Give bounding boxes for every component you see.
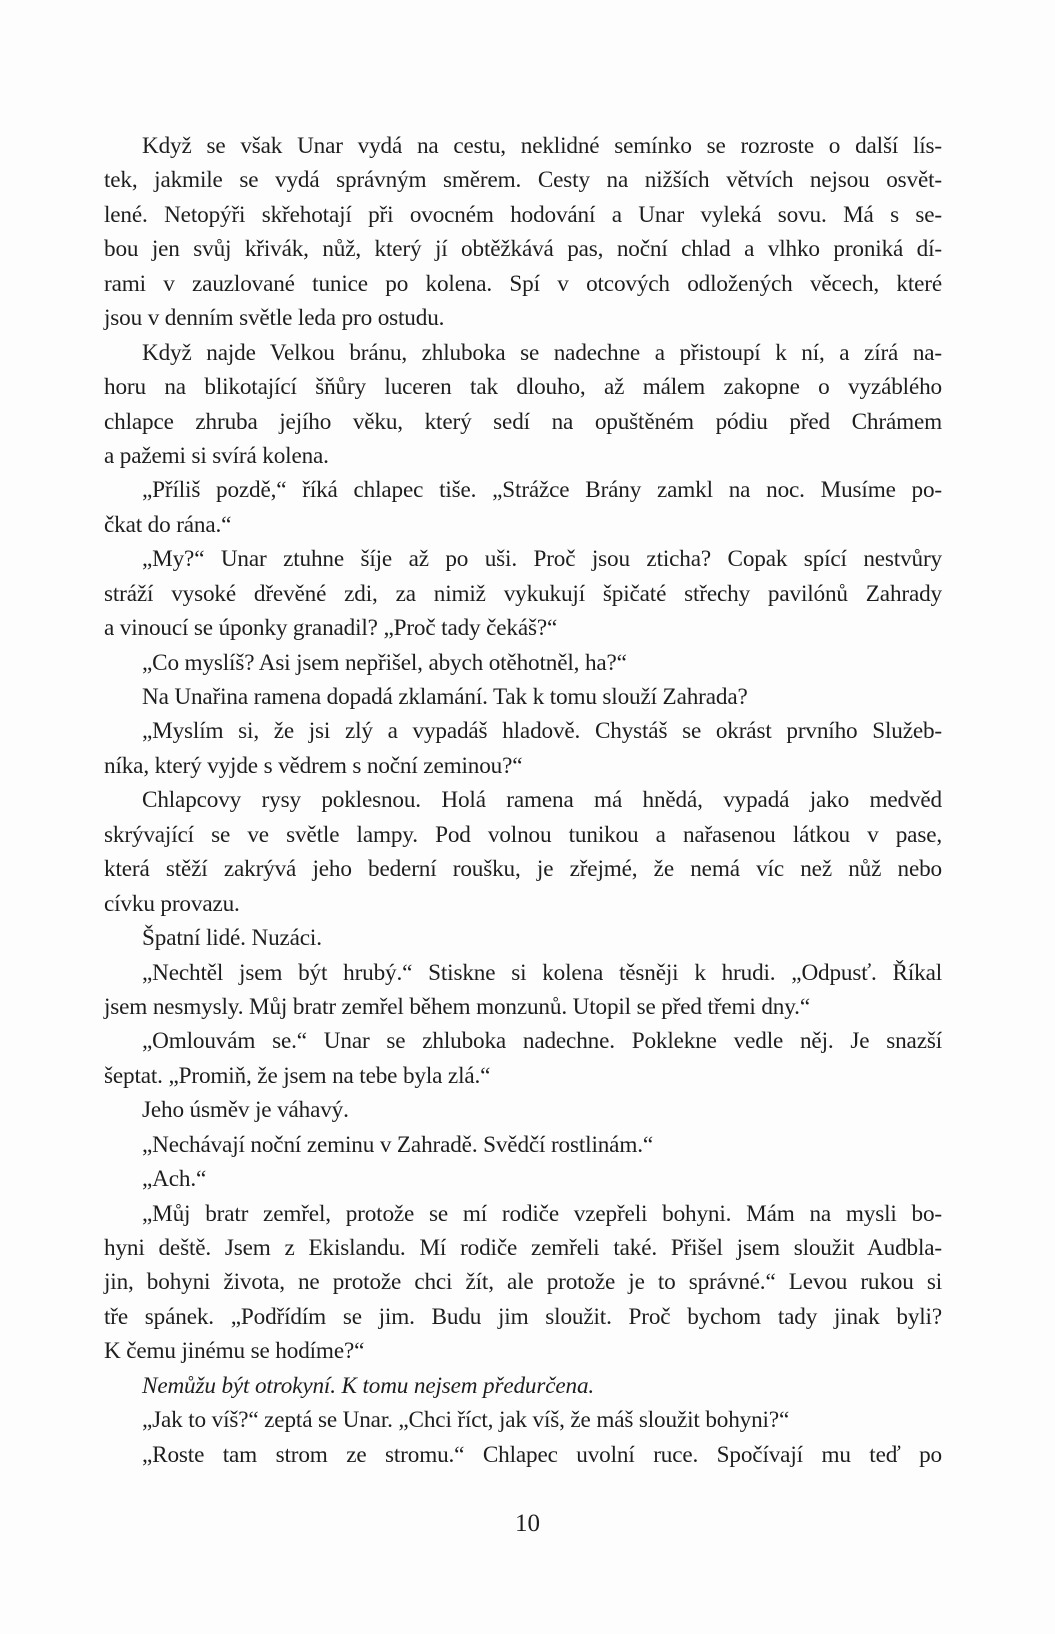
text-line: a vinoucí se úponky granadil? „Proč tady čekáš?“ bbox=[104, 615, 558, 642]
text-line: „Jak to víš?“ zeptá se Unar. „Chci říct, jak víš, že máš sloužit bohyni?“ bbox=[142, 1407, 790, 1434]
text-line: Když najde Velkou bránu, zhluboka se nadechne a přistoupí k ní, a zírá na- bbox=[142, 339, 942, 366]
text-line: jin, bohyni života, ne protože chci žít, ale protože je to správné.“ Levou rukou si bbox=[104, 1269, 942, 1296]
text-line: „Co myslíš? Asi jsem nepřišel, abych otěhotněl, ha?“ bbox=[142, 649, 627, 676]
text-line: rami v zauzlované tunice po kolena. Spí v otcových odložených věcech, které bbox=[104, 270, 942, 297]
body-text bbox=[104, 129, 942, 1472]
text-line: bou jen svůj křivák, nůž, který jí obtěžkává pas, noční chlad a vlhko proniká dí- bbox=[104, 236, 942, 263]
italic-thought-line: Nemůžu být otrokyní. K tomu nejsem předurčena. bbox=[142, 1372, 595, 1399]
text-line: cívku provazu. bbox=[104, 890, 240, 917]
page-number: 10 bbox=[515, 1510, 540, 1537]
text-line: K čemu jinému se hodíme?“ bbox=[104, 1338, 365, 1365]
text-line: „Roste tam strom ze stromu.“ Chlapec uvolní ruce. Spočívají mu teď po bbox=[142, 1441, 942, 1468]
text-line: skrývající se ve světle lampy. Pod volnou tunikou a nařasenou látkou v pase, bbox=[104, 821, 942, 848]
text-line: tek, jakmile se vydá správným směrem. Cesty na nižších větvích nejsou osvět- bbox=[104, 167, 942, 194]
text-line: šeptat. „Promiň, že jsem na tebe byla zlá.“ bbox=[104, 1062, 491, 1089]
text-line: Chlapcovy rysy poklesnou. Holá ramena má hnědá, vypadá jako medvěd bbox=[142, 787, 942, 814]
text-line: která stěží zakrývá jeho bederní roušku, je zřejmé, že nemá víc než nůž nebo bbox=[104, 856, 942, 883]
text-line: Na Unařina ramena dopadá zklamání. Tak k tomu slouží Zahrada? bbox=[142, 684, 748, 710]
text-line: „Nechtěl jsem být hrubý.“ Stiskne si kolena těsněji k hrudi. „Odpusť. Říkal bbox=[142, 959, 942, 986]
text-line: horu na blikotající šňůry luceren tak dlouho, až málem zakopne o vyzáblého bbox=[104, 374, 942, 401]
text-line: „My?“ Unar ztuhne šíje až po uši. Proč jsou zticha? Copak spící nestvůry bbox=[142, 546, 942, 573]
text-line: „Ach.“ bbox=[142, 1166, 207, 1193]
text-line: „Myslím si, že jsi zlý a vypadáš hladově. Chystáš se okrást prvního Služeb- bbox=[142, 718, 942, 745]
text-line: Jeho úsměv je váhavý. bbox=[142, 1097, 349, 1124]
text-line: Špatní lidé. Nuzáci. bbox=[142, 925, 322, 952]
text-line: „Můj bratr zemřel, protože se mí rodiče vzepřeli bohyni. Mám na mysli bo- bbox=[142, 1200, 942, 1227]
text-line: „Nechávají noční zeminu v Zahradě. Svědčí rostlinám.“ bbox=[142, 1131, 653, 1158]
text-line: stráží vysoké dřevěné zdi, za nimiž vykukují špičaté střechy pavilónů Zahrady bbox=[104, 580, 942, 607]
text-line: „Příliš pozdě,“ říká chlapec tiše. „Strážce Brány zamkl na noc. Musíme po- bbox=[142, 477, 942, 504]
text-line: čkat do rána.“ bbox=[104, 511, 232, 538]
text-line: lené. Netopýři skřehotají při ovocném hodování a Unar vyleká sovu. Má s se- bbox=[104, 201, 942, 228]
text-line: tře spánek. „Podřídím se jim. Budu jim sloužit. Proč bychom tady jinak byli? bbox=[104, 1303, 942, 1330]
text-line: níka, který vyjde s vědrem s noční zeminou?“ bbox=[104, 752, 523, 779]
text-line: jsem nesmysly. Můj bratr zemřel během monzunů. Utopil se před třemi dny.“ bbox=[104, 993, 810, 1020]
text-line: hyni deště. Jsem z Ekislandu. Mí rodiče zemřeli také. Přišel jsem sloužit Audbla- bbox=[104, 1235, 942, 1261]
text-line: a pažemi si svírá kolena. bbox=[104, 442, 329, 469]
text-line: „Omlouvám se.“ Unar se zhluboka nadechne. Poklekne vedle něj. Je snazší bbox=[142, 1028, 942, 1055]
text-line: jsou v denním světle leda pro ostudu. bbox=[104, 305, 445, 332]
text-line: Když se však Unar vydá na cestu, neklidné semínko se rozroste o další lís- bbox=[142, 133, 942, 159]
text-line: chlapce zhruba jejího věku, který sedí na opuštěném pódiu před Chrámem bbox=[104, 408, 942, 435]
